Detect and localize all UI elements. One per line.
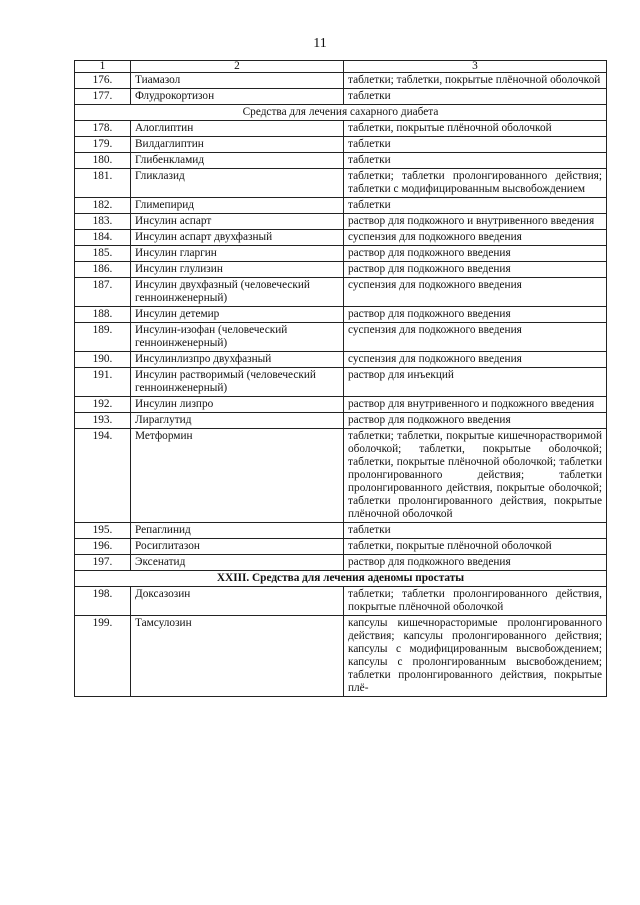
drug-name: Инсулин лизпро (131, 397, 344, 413)
dosage-form: раствор для подкожного введения (344, 246, 607, 262)
row-number: 188. (75, 307, 131, 323)
dosage-form: таблетки; таблетки пролонгированного действия, покрытые плёночной оболочкой (344, 587, 607, 616)
drug-name: Инсулин двухфазный (человеческий генноинженерный) (131, 278, 344, 307)
drug-name: Глибенкламид (131, 153, 344, 169)
table-row (75, 214, 607, 230)
table-row (75, 307, 607, 323)
table-row (75, 278, 607, 307)
row-number: 185. (75, 246, 131, 262)
drug-name: Гликлазид (131, 169, 344, 198)
dosage-form: капсулы кишечнорасторимые пролонгированного действия; капсулы пролонгированного действия; капсулы с модифицированным высвобождением; капсулы с пролонгированным высвобождением; таблетки пролонгированного действия, покрытые плё- (344, 616, 607, 697)
row-number: 179. (75, 137, 131, 153)
table-row (75, 413, 607, 429)
page-number: 11 (313, 36, 327, 51)
table-row (75, 616, 607, 697)
dosage-form: таблетки (344, 137, 607, 153)
table-row (75, 587, 607, 616)
drug-list-table (74, 60, 607, 697)
table-row (75, 262, 607, 278)
dosage-form: раствор для подкожного введения (344, 262, 607, 278)
dosage-form: суспензия для подкожного введения (344, 323, 607, 352)
dosage-form: суспензия для подкожного введения (344, 278, 607, 307)
dosage-form: раствор для подкожного введения (344, 413, 607, 429)
table-row (75, 352, 607, 368)
table-row (75, 539, 607, 555)
section-title: Средства для лечения сахарного диабета (75, 105, 607, 121)
row-number: 178. (75, 121, 131, 137)
row-number: 190. (75, 352, 131, 368)
dosage-form: таблетки, покрытые плёночной оболочкой (344, 539, 607, 555)
row-number: 189. (75, 323, 131, 352)
row-number: 187. (75, 278, 131, 307)
drug-name: Метформин (131, 429, 344, 523)
drug-name: Инсулин растворимый (человеческий генноинженерный) (131, 368, 344, 397)
drug-name: Доксазозин (131, 587, 344, 616)
row-number: 182. (75, 198, 131, 214)
dosage-form: таблетки (344, 523, 607, 539)
row-number: 181. (75, 169, 131, 198)
drug-name: Инсулинлизпро двухфазный (131, 352, 344, 368)
table-row (75, 429, 607, 523)
row-number: 193. (75, 413, 131, 429)
table-row (75, 121, 607, 137)
drug-name: Инсулин детемир (131, 307, 344, 323)
section-title: XXIII. Средства для лечения аденомы простаты (75, 571, 607, 587)
table-row (75, 169, 607, 198)
dosage-form: суспензия для подкожного введения (344, 352, 607, 368)
table-row (75, 137, 607, 153)
dosage-form: таблетки; таблетки пролонгированного действия; таблетки с модифицированным высвобождением (344, 169, 607, 198)
table-row (75, 73, 607, 89)
row-number: 183. (75, 214, 131, 230)
drug-name: Инсулин глулизин (131, 262, 344, 278)
dosage-form: таблетки (344, 89, 607, 105)
table-row (75, 368, 607, 397)
table-row (75, 198, 607, 214)
dosage-form: таблетки (344, 153, 607, 169)
table-header-row (75, 61, 607, 73)
drug-name: Флудрокортизон (131, 89, 344, 105)
header-col-3: 3 (344, 61, 607, 73)
table-row (75, 153, 607, 169)
table-row (75, 89, 607, 105)
dosage-form: раствор для подкожного введения (344, 555, 607, 571)
dosage-form: таблетки (344, 198, 607, 214)
row-number: 196. (75, 539, 131, 555)
row-number: 191. (75, 368, 131, 397)
table-row (75, 555, 607, 571)
row-number: 177. (75, 89, 131, 105)
section-heading-row (75, 571, 607, 587)
header-col-1: 1 (75, 61, 131, 73)
row-number: 180. (75, 153, 131, 169)
table-row (75, 397, 607, 413)
drug-name: Инсулин гларгин (131, 246, 344, 262)
row-number: 197. (75, 555, 131, 571)
row-number: 186. (75, 262, 131, 278)
header-col-2: 2 (131, 61, 344, 73)
dosage-form: раствор для внутривенного и подкожного введения (344, 397, 607, 413)
table-row (75, 523, 607, 539)
dosage-form: раствор для инъекций (344, 368, 607, 397)
drug-name: Инсулин-изофан (человеческий генноинженерный) (131, 323, 344, 352)
table-row (75, 246, 607, 262)
drug-name: Глимепирид (131, 198, 344, 214)
row-number: 198. (75, 587, 131, 616)
drug-name: Росиглитазон (131, 539, 344, 555)
table-row (75, 230, 607, 246)
section-heading-row (75, 105, 607, 121)
drug-name: Тамсулозин (131, 616, 344, 697)
drug-name: Тиамазол (131, 73, 344, 89)
dosage-form: таблетки; таблетки, покрытые плёночной оболочкой (344, 73, 607, 89)
dosage-form: раствор для подкожного введения (344, 307, 607, 323)
drug-name: Вилдаглиптин (131, 137, 344, 153)
drug-name: Лираглутид (131, 413, 344, 429)
dosage-form: раствор для подкожного и внутривенного введения (344, 214, 607, 230)
row-number: 195. (75, 523, 131, 539)
dosage-form: суспензия для подкожного введения (344, 230, 607, 246)
dosage-form: таблетки, покрытые плёночной оболочкой (344, 121, 607, 137)
table-row (75, 323, 607, 352)
row-number: 184. (75, 230, 131, 246)
drug-name: Инсулин аспарт двухфазный (131, 230, 344, 246)
drug-name: Инсулин аспарт (131, 214, 344, 230)
row-number: 199. (75, 616, 131, 697)
row-number: 192. (75, 397, 131, 413)
drug-name: Алоглиптин (131, 121, 344, 137)
row-number: 194. (75, 429, 131, 523)
dosage-form: таблетки; таблетки, покрытые кишечнорастворимой оболочкой; таблетки, покрытые оболочкой; таблетки, покрытые плёночной оболочкой; таблетки пролонгированного действия; таблетки пролонгированного действия, покрытые оболочкой; таблетки пролонгированного действия, покрытые плёночной оболочкой (344, 429, 607, 523)
row-number: 176. (75, 73, 131, 89)
drug-name: Эксенатид (131, 555, 344, 571)
drug-name: Репаглинид (131, 523, 344, 539)
